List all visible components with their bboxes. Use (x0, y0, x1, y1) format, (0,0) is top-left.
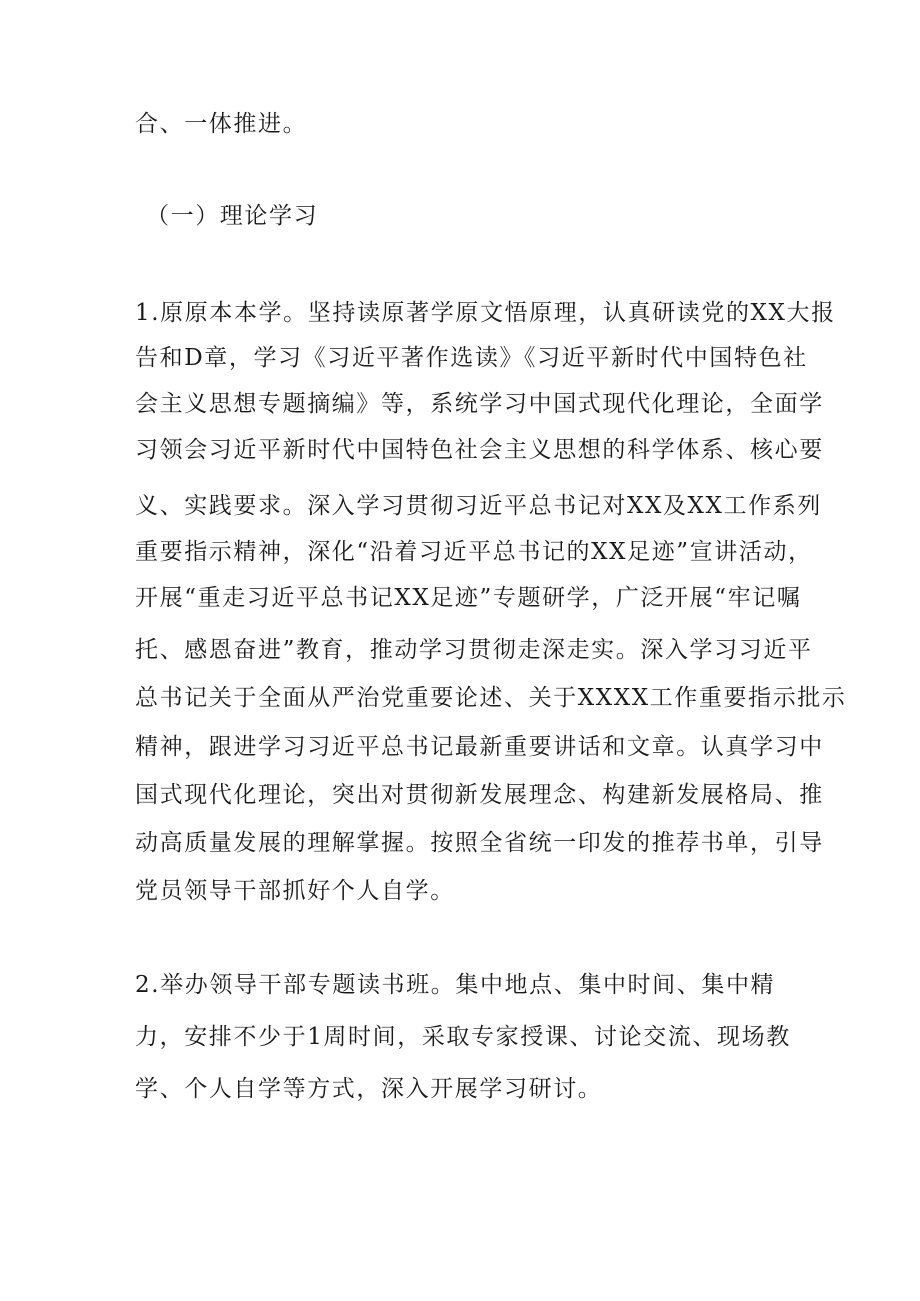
paragraph-line: 总书记关于全面从严治党重要论述、关于XXXX工作重要指示批示 (135, 685, 847, 711)
paragraph-line: 告和D章，学习《习近平著作选读》《习近平新时代中国特色社 (135, 345, 808, 371)
paragraph-line: 学、个人自学等方式，深入开展学习研讨。 (135, 1076, 603, 1102)
paragraph-line: 托、感恩奋进”教育，推动学习贯彻走深走实。深入学习习近平 (135, 637, 813, 663)
paragraph-line: 精神，跟进学习习近平总书记最新重要讲话和文章。认真学习中 (135, 734, 824, 760)
paragraph-line: 义、实践要求。深入学习贯彻习近平总书记对XX及XX工作系列 (135, 493, 822, 519)
paragraph-line: 国式现代化理论，突出对贯彻新发展理念、构建新发展格局、推 (135, 782, 824, 808)
section-heading: （一）理论学习 (146, 203, 319, 229)
paragraph-line: 重要指示精神，深化“沿着习近平总书记的XX足迹”宣讲活动， (135, 539, 813, 565)
paragraph-line: 1.原原本本学。坚持读原著学原文悟原理，认真研读党的XX大报 (135, 300, 836, 326)
paragraph-line: 会主义思想专题摘编》等，系统学习中国式现代化理论，全面学 (135, 391, 824, 417)
paragraph-line: 党员领导干部抓好个人自学。 (135, 878, 455, 904)
paragraph-line: 力，安排不少于1周时间，采取专家授课、讨论交流、现场教 (135, 1024, 791, 1050)
paragraph-line: 2.举办领导干部专题读书班。集中地点、集中时间、集中精 (135, 972, 776, 998)
paragraph-line: 习领会习近平新时代中国特色社会主义思想的科学体系、核心要 (135, 437, 824, 463)
paragraph-line: 动高质量发展的理解掌握。按照全省统一印发的推荐书单，引导 (135, 830, 824, 856)
intro-line: 合、一体推进。 (135, 111, 308, 137)
paragraph-line: 开展“重走习近平总书记XX足迹”专题研学，广泛开展“牢记嘱 (135, 585, 802, 611)
